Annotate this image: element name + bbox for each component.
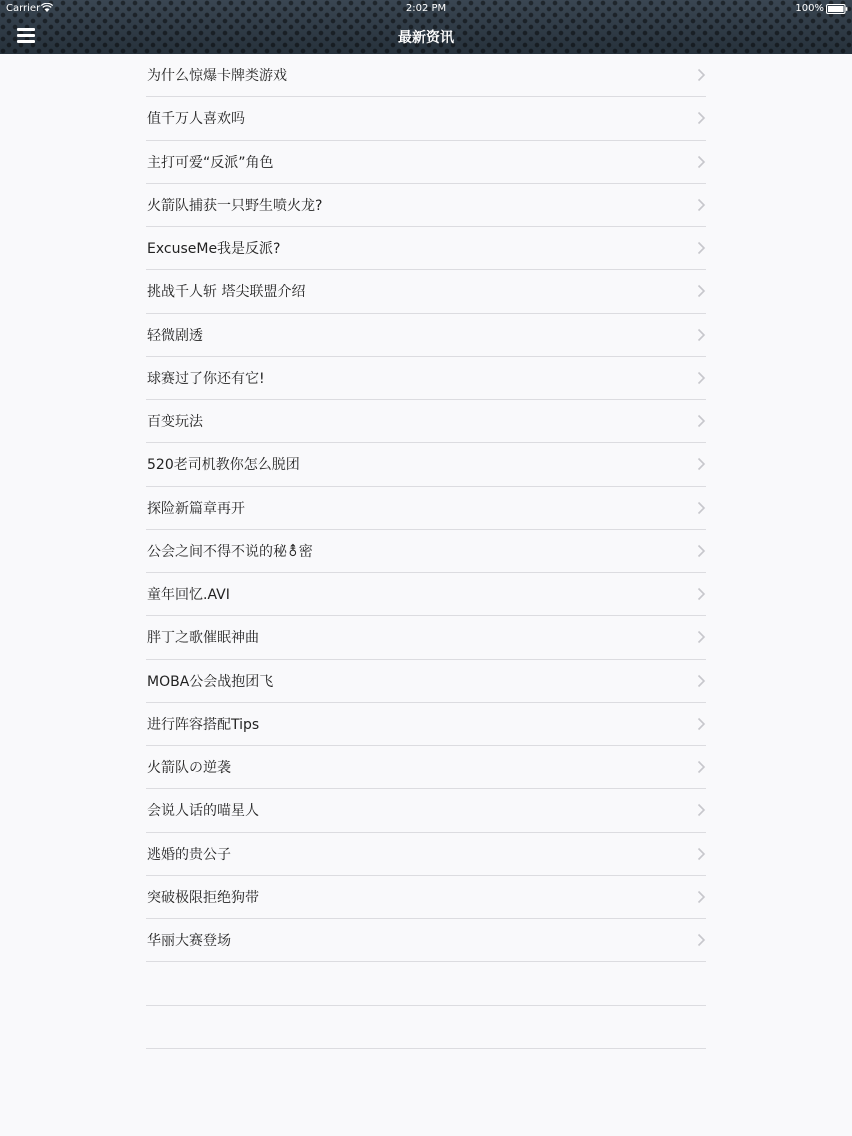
list-item-title: 轻微剧透 [147,327,203,344]
list-item-title: 挑战千人斩 塔尖联盟介绍 [147,284,306,301]
header [0,0,852,54]
list-item[interactable] [146,184,706,227]
chevron-right-icon [697,544,706,558]
list-item[interactable] [146,789,706,832]
list-item[interactable] [146,314,706,357]
list-item-title: 主打可爱“反派”角色 [147,154,274,171]
chevron-right-icon [697,587,706,601]
list-item[interactable] [146,530,706,573]
list-item[interactable] [146,833,706,876]
list-item[interactable] [146,97,706,140]
status-bar [0,0,852,18]
list-item-title: 会说人话的喵星人 [147,803,259,820]
list-item-title: 火箭队捕获一只野生喷火龙? [147,197,323,214]
list-item[interactable] [146,876,706,919]
list-item[interactable] [146,357,706,400]
carrier-label: Carrier [6,3,41,14]
empty-row [146,962,706,1005]
chevron-right-icon [697,241,706,255]
battery-percentage: 100% [795,3,824,14]
list-item-title: 520老司机教你怎么脱团 [147,457,300,474]
chevron-right-icon [697,284,706,298]
list-item[interactable] [146,141,706,184]
chevron-right-icon [697,68,706,82]
list-item[interactable] [146,746,706,789]
chevron-right-icon [697,803,706,817]
list-item[interactable] [146,443,706,486]
chevron-right-icon [697,847,706,861]
list-item-title: 探险新篇章再开 [147,500,245,517]
battery-icon [826,4,848,14]
chevron-right-icon [697,933,706,947]
list-item[interactable] [146,660,706,703]
list-item[interactable] [146,573,706,616]
list-item-title: 突破极限拒绝狗带 [147,889,259,906]
chevron-right-icon [697,717,706,731]
list-item[interactable] [146,54,706,97]
news-list [146,54,706,1049]
list-item-title: 逃婚的贵公子 [147,846,231,863]
chevron-right-icon [697,198,706,212]
list-item-title: 华丽大赛登场 [147,933,231,949]
chevron-right-icon [697,890,706,904]
chevron-right-icon [697,630,706,644]
chevron-right-icon [697,501,706,515]
list-item[interactable] [146,703,706,746]
chevron-right-icon [697,457,706,471]
list-item-title: MOBA公会战抱团飞 [147,673,274,690]
list-item-title: 童年回忆.AVI [147,587,230,603]
chevron-right-icon [697,674,706,688]
page-title: 最新资讯 [398,30,454,46]
empty-row [146,1006,706,1049]
list-item[interactable] [146,227,706,270]
chevron-right-icon [697,328,706,342]
list-item[interactable] [146,400,706,443]
list-item-title: 为什么惊爆卡牌类游戏 [147,68,287,84]
list-item-title: ExcuseMe我是反派? [147,241,281,257]
list-item[interactable] [146,487,706,530]
list-item[interactable] [146,616,706,659]
chevron-right-icon [697,414,706,428]
chevron-right-icon [697,760,706,774]
list-item-title: 火箭队の逆袭 [147,760,231,776]
list-item-title: 值千万人喜欢吗 [147,111,245,128]
list-item-title: 百变玩法 [147,414,203,430]
list-item-title: 球赛过了你还有它! [147,370,265,387]
chevron-right-icon [697,111,706,125]
list-item[interactable] [146,270,706,313]
chevron-right-icon [697,155,706,169]
chevron-right-icon [697,371,706,385]
list-item-title: 胖丁之歌催眠神曲 [147,630,259,647]
list-item-title: 进行阵容搭配Tips [147,716,260,733]
status-time: 2:02 PM [405,3,447,14]
list-item-title: 公会之间不得不说的秘⚨密 [147,543,313,560]
navigation-bar [0,18,852,54]
list-item[interactable] [146,919,706,962]
